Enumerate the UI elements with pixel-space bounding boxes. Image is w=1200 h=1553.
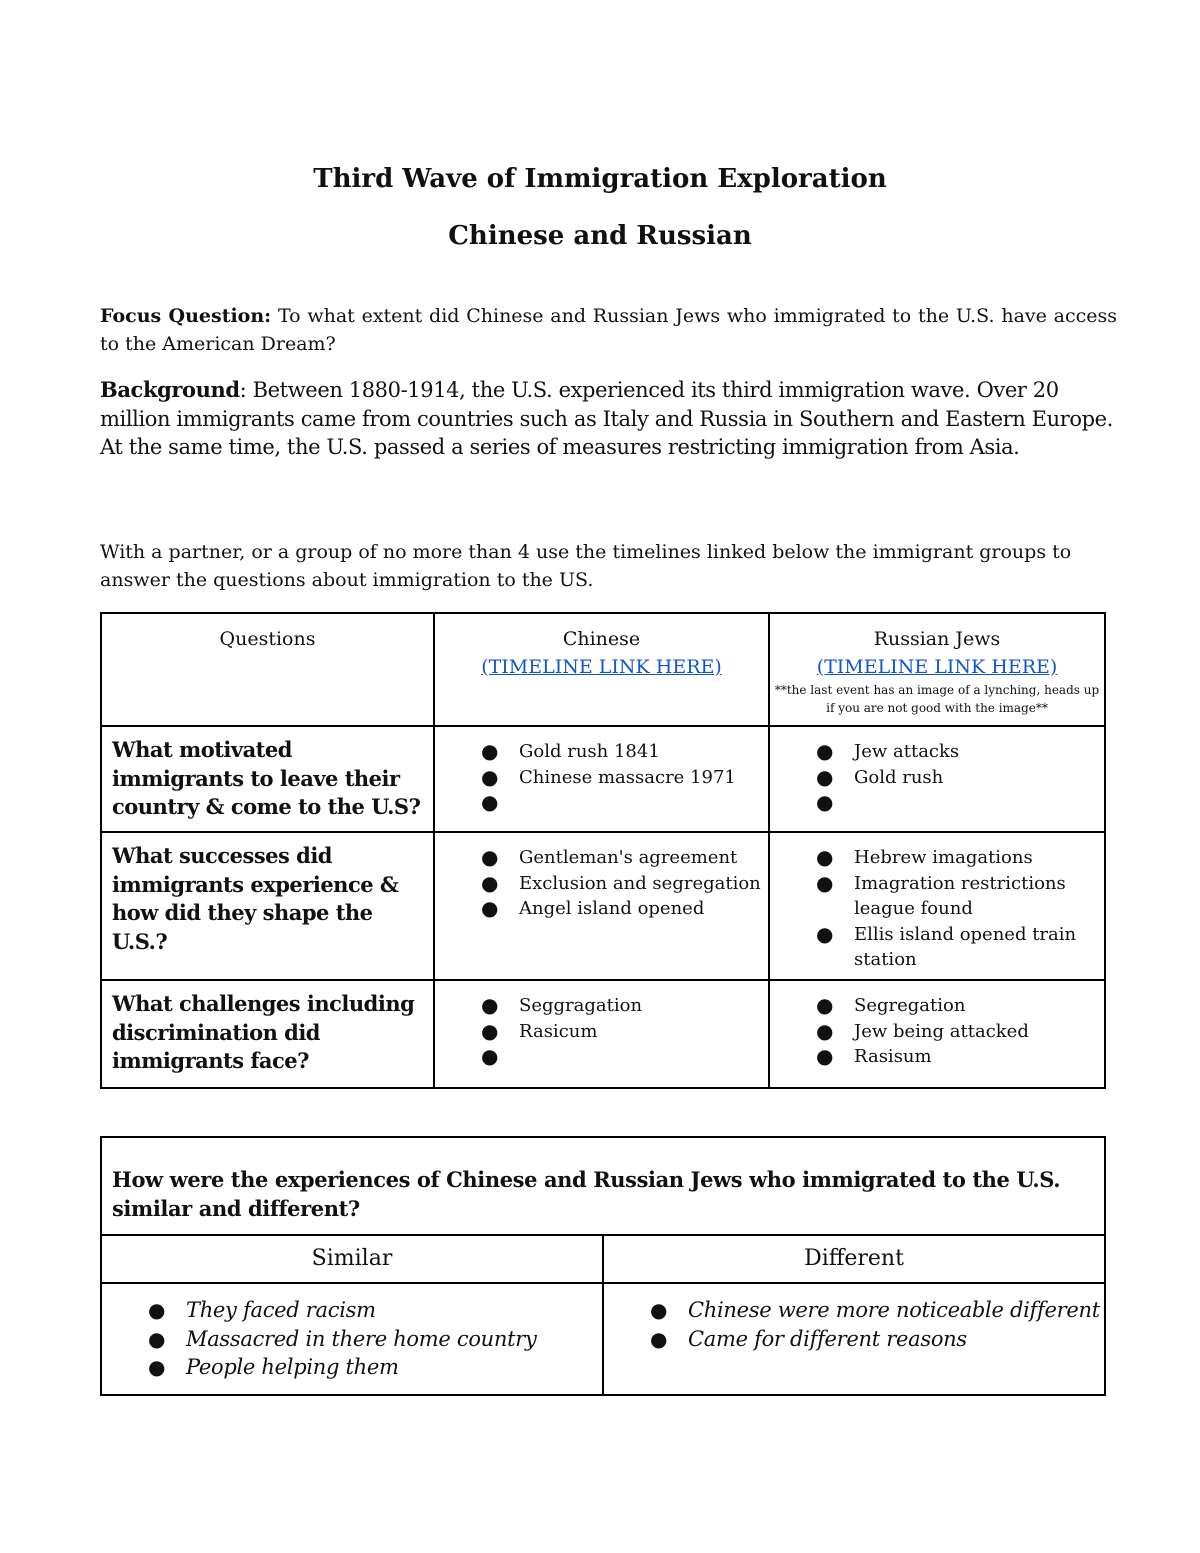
bullet-icon: ● [148,1355,166,1379]
bullet-item [816,993,1104,1019]
bullet-item [148,1353,602,1382]
similar-answers [101,1283,603,1395]
bullet-icon: ● [816,790,834,814]
question-cell: What motivated immigrants to leave their country & come to the U.S? [101,726,434,832]
bullet-text: Segregation [854,995,966,1016]
bullet-item [481,993,768,1019]
bullet-icon: ● [650,1326,668,1351]
bullet-icon: ● [481,1044,499,1068]
bullet-icon: ● [816,921,834,946]
focus-text: To what extent did Chinese and Russian Jews who immigrated to the U.S. have access to the American Dream? [100,305,1117,355]
bullet-icon: ● [816,739,834,763]
header-chinese [434,613,769,726]
bullet-item [481,739,768,765]
header-questions: Questions [101,613,434,726]
bullet-item [816,922,1104,973]
bullet-icon: ● [816,993,834,1017]
page-subtitle: Chinese and Russian [448,221,752,251]
bullet-item [481,871,768,897]
bullet-icon: ● [481,896,499,920]
bullet-icon: ● [481,764,499,789]
bullet-item [816,765,1104,791]
table-header-row [101,613,1105,726]
bullet-item [816,845,1104,871]
table-row [101,980,1105,1088]
bullet-text: Gold rush 1841 [519,741,660,762]
bullet-text: People helping them [186,1355,399,1379]
page-title: Third Wave of Immigration Exploration [313,164,887,194]
bullet-item [148,1325,602,1354]
bullet-icon: ● [481,993,499,1017]
bullet-item [481,765,768,791]
bullet-text: Hebrew imagations [854,847,1033,868]
bullet-text: Chinese massacre 1971 [519,766,736,788]
question-cell: What challenges including discrimination did immigrants face? [101,980,434,1088]
question-cell: What successes did immigrants experience & how did they shape the U.S.? [101,832,434,980]
russian-answers [769,980,1105,1088]
bullet-item [816,1044,1104,1070]
bullet-text: Rasisum [854,1046,932,1067]
comparison-table [100,1136,1106,1396]
chinese-label: Chinese [562,628,641,650]
bullet-text: Rasicum [519,1020,598,1042]
header-russian [769,613,1105,726]
bullet-icon: ● [148,1326,166,1351]
bullet-text: Jew being attacked [854,1020,1029,1042]
russian-timeline-link[interactable]: (TIMELINE LINK HERE) [816,656,1058,678]
focus-label: Focus Question: [100,305,272,327]
bullet-text: Angel island opened [519,898,705,919]
bullet-text: Gentleman's agreement [519,847,738,868]
bullet-text: Came for different reasons [688,1326,967,1351]
bullet-item [650,1296,1104,1325]
background-label: Background [100,377,240,402]
russian-label: Russian Jews [873,628,1001,650]
bullet-text: Seggragation [519,995,643,1016]
bullet-icon: ● [481,739,499,763]
comparison-question: How were the experiences of Chinese and Russian Jews who immigrated to the U.S. similar and different? [101,1137,1105,1235]
chinese-answers [434,726,769,832]
bullet-item [481,1019,768,1045]
bullet-icon: ● [816,764,834,789]
bullet-icon: ● [816,1044,834,1068]
warning-note: **the last event has an image of a lynching, heads up if you are not good with the image** [774,683,1100,715]
russian-answers [769,726,1105,832]
bullet-text: They faced racism [186,1298,376,1322]
background-text: : Between 1880-1914, the U.S. experienced its third immigration wave. Over 20 million immigrants came from countries such as Italy and Russia in Southern and Eastern Europe. At the same time, the U.S. passed a series of measures restricting immigration from Asia. [100,378,1113,459]
bullet-text: Exclusion and segregation [519,872,761,894]
russian-answers [769,832,1105,980]
chinese-timeline-link[interactable]: (TIMELINE LINK HERE) [481,656,722,678]
bullet-icon: ● [481,845,499,869]
chinese-answers [434,980,769,1088]
bullet-text: Ellis island opened train station [854,923,1077,970]
bullet-icon: ● [481,870,499,895]
background [100,376,1117,462]
bullet-icon: ● [481,1018,499,1043]
bullet-item [816,739,1104,765]
bullet-icon: ● [816,1018,834,1043]
similar-header: Similar [101,1235,603,1283]
bullet-item [816,1019,1104,1045]
bullet-item [481,845,768,871]
bullet-text: Gold rush [854,766,944,788]
bullet-icon: ● [481,790,499,814]
focus-question [100,302,1117,358]
timeline-questions-table [100,612,1106,1089]
bullet-text: Jew attacks [854,741,960,762]
bullet-item [481,896,768,922]
different-header: Different [603,1235,1105,1283]
bullet-item [650,1325,1104,1354]
bullet-icon: ● [650,1298,668,1322]
instructions: With a partner, or a group of no more than 4 use the timelines linked below the immigrant groups to answer the questions about immigration to the US. [100,541,1072,591]
bullet-text: Massacred in there home country [186,1326,537,1351]
bullet-item [816,871,1104,922]
chinese-answers [434,832,769,980]
bullet-text: Imagration restrictions league found [854,872,1066,919]
different-answers [603,1283,1105,1395]
bullet-icon: ● [816,845,834,869]
table-row [101,726,1105,832]
bullet-item [148,1296,602,1325]
bullet-icon: ● [148,1298,166,1322]
bullet-text: Chinese were more noticeable different [688,1298,1100,1322]
bullet-icon: ● [816,870,834,895]
table-row [101,832,1105,980]
